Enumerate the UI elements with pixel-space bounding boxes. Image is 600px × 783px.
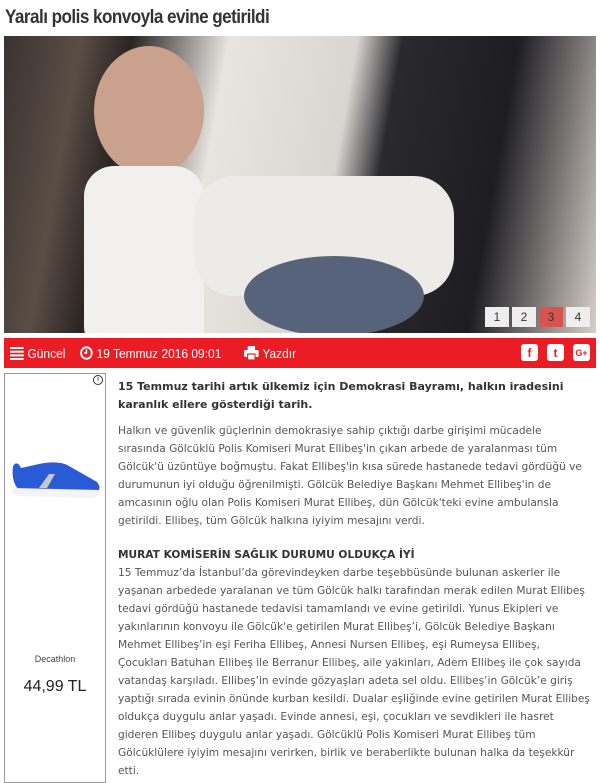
photo-figure bbox=[84, 166, 204, 333]
print-button[interactable] bbox=[244, 346, 296, 361]
gallery-page-3[interactable]: 3 bbox=[539, 307, 563, 327]
photo-figure bbox=[244, 256, 424, 333]
category-label: Güncel bbox=[27, 345, 66, 361]
gallery-photo[interactable] bbox=[4, 36, 596, 333]
date-label: 19 Temmuz 2016 09:01 bbox=[96, 345, 222, 361]
date bbox=[80, 346, 221, 361]
page-title: Yaralı polis konvoyla evine getirildi bbox=[5, 7, 270, 28]
article-body bbox=[118, 378, 592, 780]
gallery-pager bbox=[485, 307, 590, 327]
category-link[interactable] bbox=[10, 346, 65, 361]
printer-icon bbox=[244, 346, 259, 360]
twitter-icon[interactable]: t bbox=[547, 344, 564, 361]
list-icon bbox=[10, 347, 24, 360]
gallery-page-1[interactable]: 1 bbox=[485, 307, 509, 327]
article-subheading: MURAT KOMİSERİN SAĞLIK DURUMU OLDUKÇA İYİ bbox=[118, 549, 415, 561]
gallery-page-2[interactable]: 2 bbox=[512, 307, 536, 327]
gallery-page-4[interactable]: 4 bbox=[566, 307, 590, 327]
shoe-image bbox=[9, 452, 103, 502]
article-paragraph: 15 Temmuz’da İstanbul’da görevindeyken darbe teşebbüsünde bulunan askerler ile yaşanan arbedede yaralanan ve tüm Gölcük halkı tarafından merak edilen Murat Ellibeş tedavi gördüğü hastanede tedavisi tamamlandı ve evine getirildi. Yunus Ekipleri ve yakınlarının konvoyu ile Gölcük'e getirilen Murat Ellibeş’i, Gölcük Belediye Başkanı Mehmet Ellibeş’in eşi Feriha Ellibeş, Annesi Nursen Ellibeş, eşi Rumeysa Ellibeş, Çocukları Batuhan Ellibeş ile Berranur Ellibeş, aile yakınları, Adem Ellibeş ile çok sayıda vatandaş karşıladı. Ellibeş’in evinde gözyaşları adeta sel oldu. Ellibeş’in Gölcük’e giriş yaptığı sırada evinin önünde kurban kesildi. Dualar eşliğinde evine getirilen Murat Ellibeş oldukça duygulu anlar yaşadı. Evinde annesi, eşi, çocukları ve sevdikleri ile hasret gideren Ellibeş duygulu anlar yaşadı. Gölcüklü Polis Komiseri Murat Ellibeş tüm Gölcüklülere iyiyim mesajını verirken, birlik ve beraberlikte bulunan halka da teşekkür etti. bbox=[118, 567, 590, 777]
ad-price: 44,99 TL bbox=[23, 678, 87, 695]
facebook-icon[interactable]: f bbox=[521, 344, 538, 361]
print-label: Yazdır bbox=[262, 345, 296, 361]
ad-brand: Decathlon bbox=[34, 654, 76, 664]
article-lead: 15 Temmuz tarihi artık ülkemiz için Demokrasi Bayramı, halkın iradesini karanlık ellere gösterdiği tarih. bbox=[118, 380, 564, 411]
social-share bbox=[521, 344, 590, 361]
article-meta-bar bbox=[4, 338, 596, 368]
article-paragraph: Halkın ve güvenlik güçlerinin demokrasiye sahip çıktığı darbe girişimi mücadele sırasında Gölcüklü Polis Komiseri Murat Ellibeş'in çıkan arbede de yaralanması tüm Gölcük'ü üzüntüye boğmuştu. Fakat Ellibeş'in kısa sürede hastanede tedavi gördüğü ve durumunun iyi olduğu öğrenilmişti. Gölcük Belediye Başkanı Mehmet Ellibeş'in de amcasının oğlu olan Polis Komiseri Murat Ellibeş, dün Gölcük'teki evine ambulansla getirildi. Ellibeş, tüm Gölcük halkına iyiyim mesajını verdi. bbox=[118, 425, 582, 527]
photo-figure bbox=[94, 46, 204, 176]
clock-icon bbox=[80, 346, 93, 360]
google-plus-icon[interactable]: G+ bbox=[573, 344, 590, 361]
advertisement[interactable] bbox=[4, 373, 106, 783]
ad-info-icon[interactable]: i bbox=[93, 375, 103, 385]
